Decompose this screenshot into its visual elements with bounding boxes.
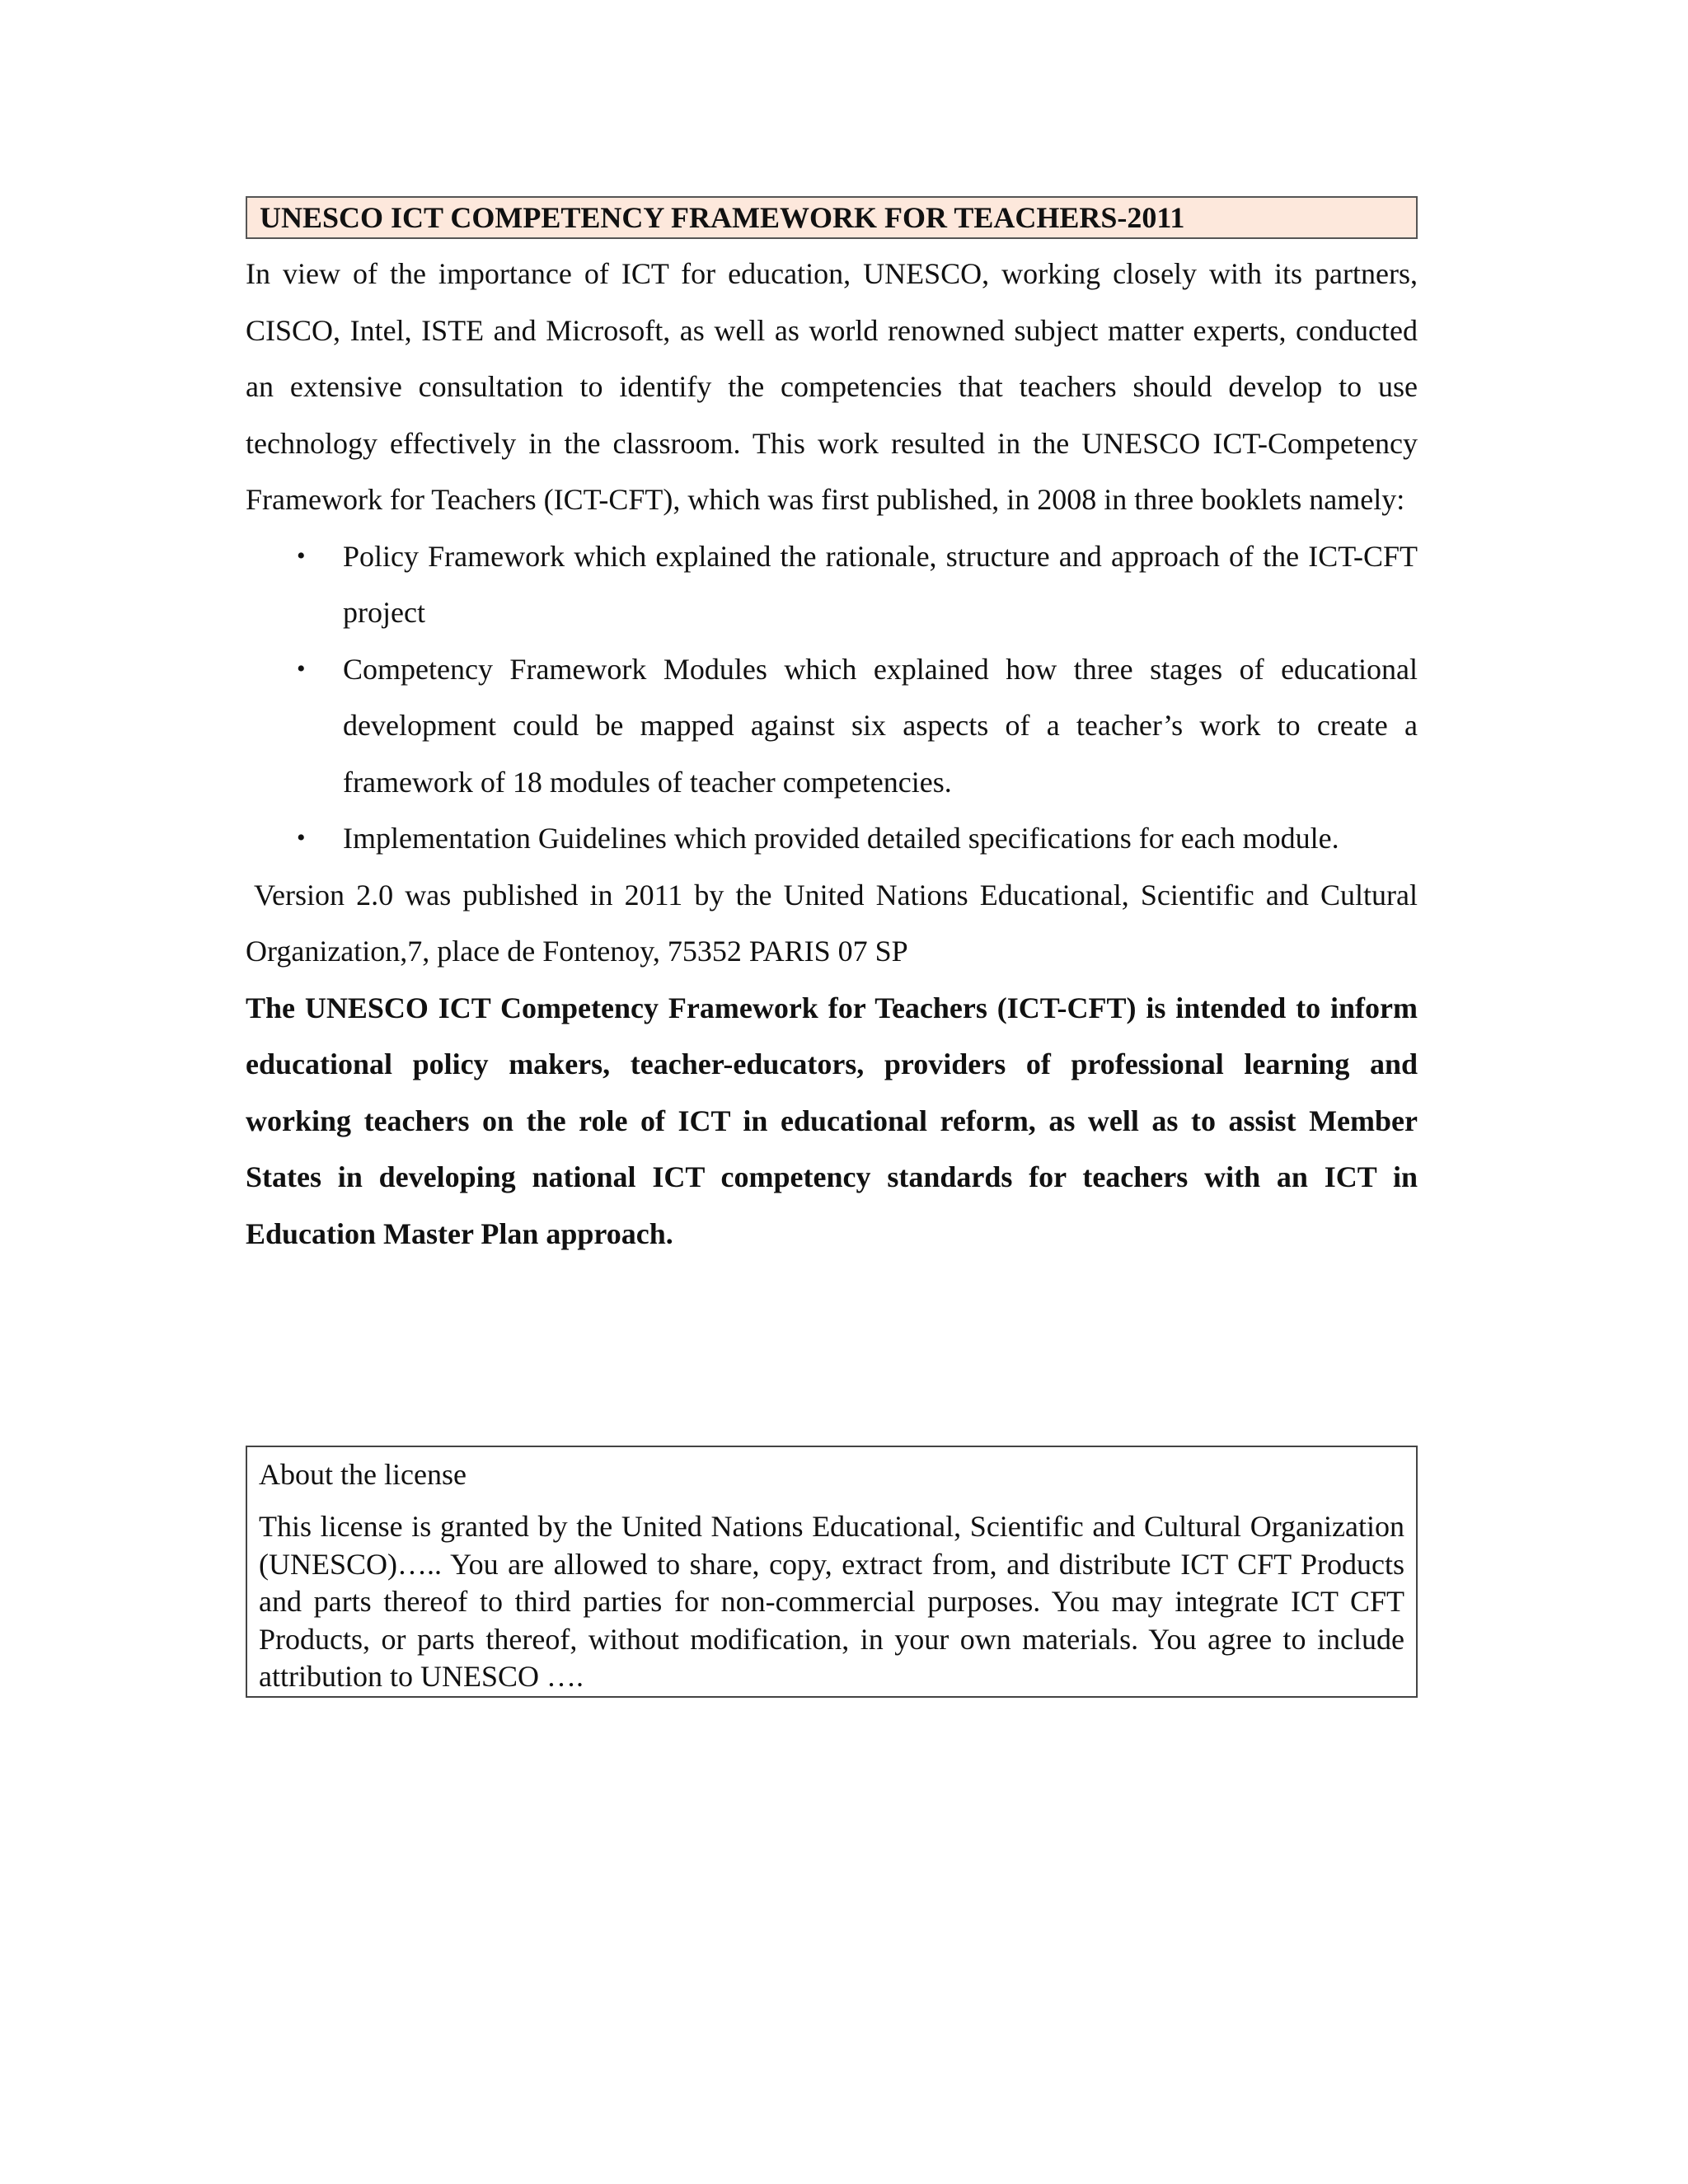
purpose-paragraph: The UNESCO ICT Competency Framework for Teachers (ICT-CFT) is intended to inform educational policy makers, teacher-educators, providers of professional learning and working teachers on the role of ICT in educational reform, as well as to assist Member States in developing national ICT competency standards for teachers with an ICT in Education Master Plan approach. [246, 991, 1418, 1250]
document-body [246, 196, 1418, 1262]
list-item [246, 810, 1418, 867]
bullet-icon: • [297, 541, 306, 569]
license-text: This license is granted by the United Nations Educational, Scientific and Cultural Organization (UNESCO)….. You are allowed to share, copy, extract from, and distribute ICT CFT Products and parts thereof to third parties for non-commercial purposes. You may integrate ICT CFT Products, or parts thereof, without modification, in your own materials. You agree to include attribution to UNESCO …. [259, 1510, 1404, 1693]
list-item-text: Policy Framework which explained the rationale, structure and approach of the ICT-CFT project [343, 539, 1418, 629]
license-box [246, 1446, 1418, 1698]
booklet-list [246, 528, 1418, 867]
license-heading: About the license [259, 1458, 467, 1491]
version-paragraph: Version 2.0 was published in 2011 by the United Nations Educational, Scientific and Cultural Organization,7, place de Fontenoy, 75352 PARIS 07 SP [246, 878, 1418, 968]
list-item [246, 641, 1418, 811]
document-title [246, 196, 1418, 239]
list-item-text: Implementation Guidelines which provided detailed specifications for each module. [343, 822, 1339, 855]
intro-paragraph: In view of the importance of ICT for education, UNESCO, working closely with its partners, CISCO, Intel, ISTE and Microsoft, as well as world renowned subject matter experts, conducted an extensive consultation to identify the competencies that teachers should develop to use technology effectively in the classroom. This work resulted in the UNESCO ICT-Competency Framework for Teachers (ICT-CFT), which was first published, in 2008 in three booklets namely: [246, 257, 1418, 516]
document-title-text: UNESCO ICT COMPETENCY FRAMEWORK FOR TEACHERS-2011 [260, 201, 1185, 234]
bullet-icon: • [297, 654, 306, 682]
bullet-icon: • [297, 824, 306, 851]
list-item [246, 528, 1418, 641]
list-item-text: Competency Framework Modules which explained how three stages of educational development could be mapped against six aspects of a teacher’s work to create a framework of 18 modules of teacher competencies. [343, 652, 1418, 799]
